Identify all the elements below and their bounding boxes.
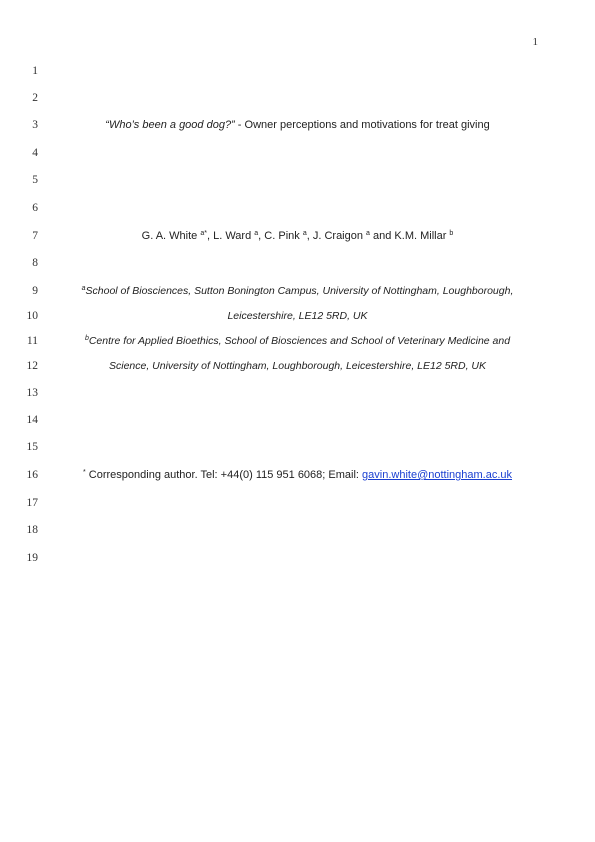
affiliation-b-mark: b <box>84 335 89 342</box>
author-affiliation-mark: a* <box>200 230 207 237</box>
author-separator: , <box>206 230 214 242</box>
author-name: J. Craigon <box>312 230 367 242</box>
line-number: 15 <box>26 441 38 453</box>
line-number: 11 <box>26 335 38 347</box>
line-number: 6 <box>32 202 38 214</box>
author-separator: and <box>369 230 395 242</box>
line-number: 2 <box>32 92 38 104</box>
line-number: 19 <box>26 552 38 564</box>
paper-title <box>60 118 535 132</box>
author-separator: , <box>258 230 265 242</box>
line-number: 16 <box>26 469 38 481</box>
line-number-column <box>0 0 60 842</box>
author-name: C. Pink <box>264 230 303 242</box>
author-list <box>60 229 535 243</box>
author-name: K.M. Millar <box>394 230 450 242</box>
line-number: 14 <box>26 414 38 426</box>
author-affiliation-mark: a <box>254 230 259 237</box>
author-affiliation-mark: a <box>366 230 370 237</box>
email-link[interactable]: gavin.white@nottingham.ac.uk <box>362 469 513 481</box>
affiliation-b-text1: Centre for Applied Bioethics, School of Biosciences and School of Veterinary Medicine and <box>88 335 511 347</box>
author-affiliation-mark: a <box>302 230 307 237</box>
affiliation-b-line2 <box>60 359 535 373</box>
affiliation-a-mark: a <box>81 285 86 292</box>
affiliation-a-text2: Leicestershire, LE12 5RD, UK <box>227 310 368 322</box>
line-number: 4 <box>32 147 38 159</box>
line-number: 9 <box>32 285 38 297</box>
line-number: 18 <box>26 524 38 536</box>
line-number: 13 <box>26 387 38 399</box>
author-separator: , <box>306 230 313 242</box>
corresponding-author <box>60 468 535 482</box>
line-number: 12 <box>26 360 38 372</box>
author-name: L. Ward <box>213 230 255 242</box>
affiliation-a-text1: School of Biosciences, Sutton Bonington Campus, University of Nottingham, Loughborough, <box>85 285 514 297</box>
corresponding-mark: * <box>82 469 86 476</box>
title-italic-part: “Who’s been a good dog?” <box>105 119 235 131</box>
title-rest: - Owner perceptions and motivations for treat giving <box>234 119 490 131</box>
affiliation-a-line2 <box>60 309 535 323</box>
line-number: 5 <box>32 174 38 186</box>
line-number: 1 <box>32 65 38 77</box>
page-number: 1 <box>532 36 538 48</box>
author-affiliation-mark: b <box>449 230 454 237</box>
line-number: 7 <box>32 230 38 242</box>
author-name: G. A. White <box>141 230 201 242</box>
line-number: 3 <box>32 119 38 131</box>
line-number: 8 <box>32 257 38 269</box>
line-number: 10 <box>26 310 38 322</box>
line-number: 17 <box>26 497 38 509</box>
affiliation-b-text2: Science, University of Nottingham, Loughborough, Leicestershire, LE12 5RD, UK <box>108 360 487 372</box>
affiliation-b-line1 <box>60 334 535 348</box>
affiliation-a-line1 <box>60 284 535 298</box>
corresponding-text: Corresponding author. Tel: +44(0) 115 951 6068; Email: <box>85 469 363 481</box>
